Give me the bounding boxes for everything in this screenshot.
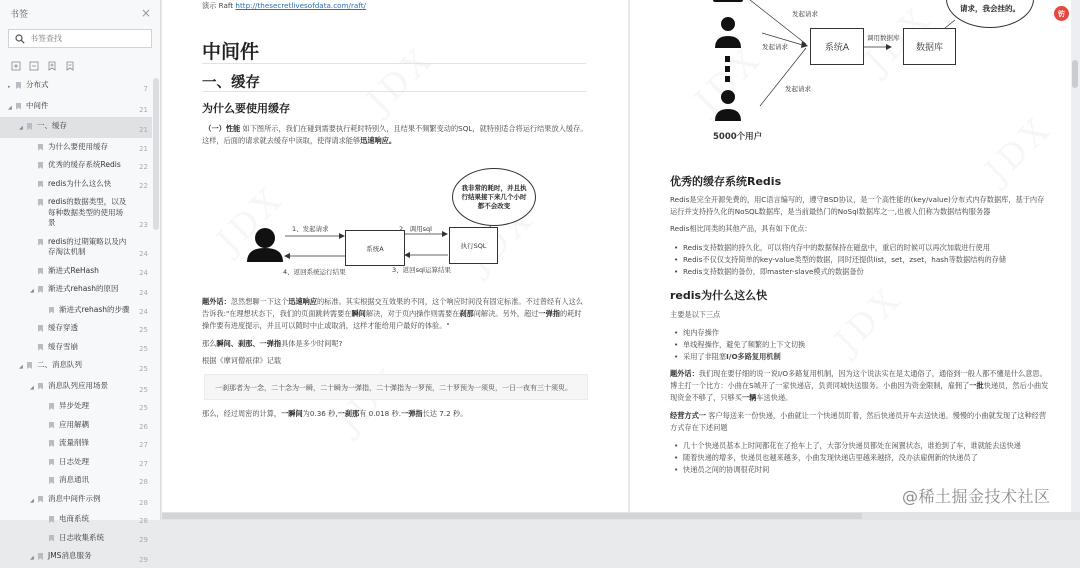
calc-paragraph	[202, 408, 467, 420]
bookmark-icon	[49, 422, 54, 429]
watermark	[359, 39, 442, 122]
bookmark-page-number: 25	[139, 404, 148, 412]
heading-redis-fast: redis为什么这么快	[670, 289, 768, 302]
search-icon	[15, 34, 25, 44]
bookmark-icon	[38, 144, 43, 151]
expand-toggle-icon[interactable]: ◢	[19, 125, 23, 131]
document-viewport	[162, 0, 1080, 520]
bookmark-page-number: 24	[139, 268, 148, 277]
text-bold: 一刹那	[337, 409, 360, 418]
bookmark-page-number: 27	[139, 459, 148, 468]
bookmark-scrollbar[interactable]	[153, 78, 159, 230]
mode-problems-list	[670, 440, 1060, 476]
bookmark-icon	[38, 162, 43, 169]
heading-middleware: 中间件	[202, 41, 260, 63]
bookmark-page-number: 29	[139, 535, 148, 544]
step-1-label: 1、发起请求	[292, 225, 329, 233]
bookmark-item[interactable]	[0, 434, 152, 453]
perf-text: 如下图所示，我们在碰到需要执行耗时特别久，且结果不频繁变动的SQL，就特别适合将运行结果放入缓存。这样，后面的请求就去缓存中读取，使得请求能够	[202, 124, 588, 145]
bookmark-item[interactable]	[0, 510, 152, 529]
io-aside-paragraph	[670, 368, 1050, 404]
box-system-a: 系统A	[345, 230, 405, 266]
bookmark-icon	[49, 307, 54, 314]
speech-bubble: 请求，我会挂的。	[946, 0, 1034, 28]
text: 间解决。另外，超过	[473, 309, 539, 318]
bookmark-panel	[0, 0, 161, 564]
translate-badge-icon[interactable]: 钫	[1054, 6, 1069, 21]
bookmark-page-number: 21	[139, 126, 148, 134]
bookmark-label: 渐进式rehash的原因	[48, 284, 119, 293]
list-item: • 快递员之间的协调很花时间	[670, 464, 1060, 476]
bookmark-item[interactable]	[0, 117, 152, 138]
heading-why-cache: 为什么要使用缓存	[202, 102, 290, 115]
text: 解决，对于页内操作则需要在	[365, 309, 460, 318]
aside-paragraph	[202, 296, 588, 332]
bookmark-page-number: 28	[139, 517, 148, 525]
bookmark-icon	[27, 362, 32, 369]
text-bold: 迅速响应	[288, 297, 318, 306]
horizontal-scrollbar[interactable]	[162, 512, 1080, 520]
speech-bubble: 我非常的耗时，并且执行结果接下来几个小时都不会改变	[452, 168, 536, 226]
bookmark-label: 应用解耦	[59, 419, 89, 429]
bookmark-icon	[38, 325, 43, 332]
text: 忽然想聊一下这个	[230, 297, 289, 306]
request-label: 发起请求	[762, 43, 788, 51]
text: 那么，经过周密的计算，	[202, 409, 282, 418]
users-label: 5000个用户	[713, 132, 763, 142]
bookmark-icon	[38, 344, 43, 351]
text-bold: 一批	[969, 381, 984, 390]
text: 长达 7.2 秒。	[422, 409, 468, 418]
bookmark-label: 缓存雪崩	[48, 341, 78, 351]
fast-intro: 主要是以下三点	[670, 310, 721, 319]
bookmark-item[interactable]	[0, 471, 152, 490]
bookmark-label: 一、缓存	[37, 121, 67, 130]
bookmark-item[interactable]	[0, 529, 152, 548]
list-item: • 纯内存操作	[670, 327, 1050, 339]
bookmark-item[interactable]	[0, 453, 152, 472]
text: 快递员，然后小曲发现资金不够了，只够买	[670, 381, 1049, 402]
bookmark-item[interactable]	[0, 301, 152, 320]
bookmark-page-number: 24	[139, 307, 148, 316]
bookmark-page-number: 26	[139, 422, 148, 431]
box-execute-sql: 执行SQL	[449, 227, 498, 264]
bookmark-label: 日志收集系统	[59, 532, 104, 542]
bookmark-label: 渐进式rehash的步骤	[59, 304, 130, 314]
divider	[202, 91, 586, 92]
mode-label: 经营方式一	[670, 411, 706, 420]
bookmark-page-number: 25	[139, 385, 148, 394]
bookmark-label: 流量削锋	[59, 438, 89, 447]
bookmark-page-number: 21	[139, 105, 148, 114]
expand-toggle-icon[interactable]: ◢	[8, 104, 12, 111]
bookmark-icon	[38, 286, 43, 293]
text: 的耗时操作要有进度提示，并且可以随时中止或取消，这样才能给用户最好的体验。"	[202, 309, 582, 330]
bookmark-item[interactable]	[0, 319, 152, 338]
bookmark-label: 为什么要使用缓存	[48, 141, 108, 151]
raft-link[interactable]: http://thesecretlivesofdata.com/raft/	[235, 1, 366, 10]
bookmark-item[interactable]	[0, 338, 152, 357]
bookmark-item[interactable]	[0, 416, 152, 435]
text: 客户每送来一份快递，小曲就让一个快递员盯着，然后快递员开车去送快递。慢慢的小曲就发现了这种经营方式存在下述问题	[670, 411, 1047, 432]
community-watermark: @稀土掘金技术社区	[902, 487, 1051, 506]
bookmark-label: 二、消息队列	[37, 360, 82, 369]
bookmark-item[interactable]	[0, 262, 152, 281]
expand-all-icon[interactable]	[11, 56, 21, 66]
bookmark-icon	[38, 496, 43, 503]
bookmark-panel-header	[0, 0, 160, 26]
close-icon[interactable]: ×	[140, 6, 151, 20]
expand-toggle-icon[interactable]: ◢	[19, 364, 23, 370]
raft-label: 演示 Raft	[202, 1, 236, 10]
redis-intro: Redis是完全开源免费的，用C语言编写的，遵守BSD协议，是一个高性能的(key/value)分布式内存数据库，基于内存运行并支持持久化的NoSQL数据库，是当前最热门的NoSql数据库之一,也被人们称为数据结构服务器	[670, 195, 1045, 216]
bookmark-page-number: 7	[143, 85, 148, 93]
box-database: 数据库	[903, 28, 956, 65]
aside-label: 题外话：	[202, 297, 231, 306]
bookmark-item[interactable]	[0, 547, 152, 568]
list-item: • Redis支持数据的持久化，可以将内存中的数据保持在磁盘中，重启的时候可以再次加载进行使用	[670, 242, 1050, 254]
text-bold: 一弹指	[538, 309, 560, 318]
request-label: 发起请求	[792, 10, 818, 18]
text: 我们现在要仔细的说一说I/O多路复用机制，因为这个说法实在是太通俗了，通俗到一般人都不懂是什么意思。博主打一个比方：小曲在S城开了一家快递店，负责同城快送服务。小曲因为资金限制，雇佣了	[670, 369, 1047, 390]
redis-advantages-list	[670, 242, 1050, 278]
add-bookmark-icon[interactable]	[47, 56, 57, 66]
question-paragraph	[202, 338, 342, 350]
bookmark-icon	[49, 403, 54, 410]
pdf-page-left	[162, 0, 628, 512]
mode-one-paragraph	[670, 410, 1050, 434]
bookmark-page-number: 25	[139, 365, 148, 373]
raft-line	[202, 0, 366, 12]
text: 为0.36 秒,	[302, 409, 338, 418]
bookmark-item[interactable]	[0, 76, 152, 97]
bookmark-item[interactable]	[0, 97, 152, 118]
list-item	[670, 351, 1050, 363]
call-db-label: 调用数据库	[867, 34, 900, 42]
bookmark-label: 消息通讯	[59, 475, 89, 484]
text-bold: I/O多路复用机制	[726, 352, 781, 361]
expand-toggle-icon[interactable]: ◢	[30, 497, 34, 504]
bookmark-icon	[38, 239, 43, 246]
vertical-scrollbar[interactable]	[1071, 0, 1080, 512]
bookmark-panel-title: 书签	[10, 9, 29, 20]
bookmark-label: 渐进式ReHash	[48, 265, 99, 275]
bookmark-label: 电商系统	[59, 514, 89, 523]
bookmark-icon	[49, 459, 54, 466]
bookmark-item[interactable]	[0, 233, 152, 262]
horizontal-scrollbar-thumb[interactable]	[162, 513, 862, 519]
bookmark-icon	[38, 268, 43, 275]
step-4-label: 4、返回系统运行结果	[283, 268, 346, 276]
bookmark-item[interactable]	[0, 490, 152, 511]
bookmark-icon	[38, 553, 43, 560]
fast-reasons-list	[670, 327, 1050, 363]
divider	[202, 63, 586, 64]
list-item: • Redis不仅仅支持简单的key-value类型的数据，同时还提供list，set，zset，hash等数据结构的存储	[670, 254, 1050, 266]
redis-advantages-intro: Redis相比同类的其他产品，具有如下优点：	[670, 224, 812, 233]
bookmark-label: 消息中间件示例	[48, 493, 101, 503]
bookmark-toolbar	[0, 48, 160, 74]
bookmark-search-input[interactable]	[30, 34, 140, 43]
bookmark-label: 中间件	[26, 100, 49, 110]
bookmark-page-number: 25	[139, 344, 148, 353]
request-label: 发起请求	[785, 85, 811, 93]
aside-label: 题外话：	[670, 369, 699, 378]
expand-toggle-icon[interactable]: ◢	[30, 555, 34, 561]
remove-bookmark-icon[interactable]	[65, 56, 75, 66]
bookmark-search-box[interactable]	[8, 29, 152, 48]
bookmark-tree	[0, 76, 152, 564]
text-bold: 瞬间	[351, 309, 366, 318]
bookmark-icon	[16, 82, 21, 89]
list-item: • Redis支持数据的备份，即master-slave模式的数据备份	[670, 266, 1050, 278]
bookmark-page-number: 24	[139, 250, 148, 258]
bookmark-page-number: 28	[139, 478, 148, 486]
bookmark-item[interactable]	[0, 193, 152, 233]
text: 那么	[202, 339, 217, 348]
bookmark-label: 异步处理	[59, 401, 89, 410]
box-system-a: 系统A	[810, 28, 864, 65]
collapse-all-icon[interactable]	[29, 56, 39, 66]
blockquote: 一刹那者为一念，二十念为一瞬，二十瞬为一弹指，二十弹指为一罗预，二十罗预为一须臾，一日一夜有三十须臾。	[204, 374, 588, 400]
bookmark-label: 缓存穿透	[48, 323, 78, 332]
perf-label: （一）性能	[204, 124, 241, 133]
list-item: • 随着快递的增多，快递员也越来越多，小曲发现快递店里越来越挤，没办法雇佣新的快递员了	[670, 452, 1060, 464]
text: 车送快递。	[756, 393, 793, 402]
bookmark-page-number: 21	[139, 144, 148, 153]
bookmark-label: redis的数据类型，以及每种数据类型的使用场景	[48, 197, 127, 227]
bookmark-icon	[38, 383, 43, 390]
list-item: • 几十个快递员基本上时间都花在了抢车上了，大部分快递员都处在闲置状态，谁抢到了车，谁就能去送快递	[670, 440, 1060, 452]
list-item: • 单线程操作，避免了频繁的上下文切换	[670, 339, 1050, 351]
step-3-label: 3、返回sql运算结果	[392, 266, 451, 274]
bookmark-label: 消息队列应用场景	[48, 380, 108, 390]
bookmark-item[interactable]	[0, 356, 152, 377]
text: 具体是多少时间呢?	[281, 339, 343, 348]
text-bold: 瞬间、刹那、一弹指	[216, 339, 282, 348]
bookmark-icon	[49, 440, 54, 447]
bookmark-label: redis的过期策略以及内存淘汰机制	[48, 236, 127, 256]
heading-redis: 优秀的缓存系统Redis	[670, 175, 782, 188]
perf-bold: 迅速响应。	[360, 136, 397, 145]
bookmark-icon	[38, 199, 43, 206]
bookmark-label: 日志处理	[59, 456, 89, 466]
text-bold: 一弹指	[401, 409, 423, 418]
heading-cache: 一、缓存	[202, 75, 260, 91]
bookmark-item[interactable]	[0, 175, 152, 194]
pdf-page-right	[630, 0, 1071, 512]
bookmark-item[interactable]	[0, 138, 152, 157]
bookmark-label: redis为什么这么快	[48, 178, 112, 188]
bookmark-page-number: 22	[139, 181, 148, 190]
performance-paragraph	[202, 123, 588, 147]
bookmark-page-number: 25	[139, 326, 148, 334]
expand-toggle-icon[interactable]: ◢	[30, 384, 34, 391]
bookmark-item[interactable]	[0, 156, 152, 175]
bookmark-icon	[49, 516, 54, 523]
bookmark-icon	[38, 181, 43, 188]
bookmark-item[interactable]	[0, 377, 152, 398]
bookmark-label: 优秀的缓存系统Redis	[48, 160, 121, 169]
bookmark-page-number: 23	[139, 221, 148, 229]
diagram2-lines	[710, 0, 970, 140]
expand-toggle-icon[interactable]: ▸	[8, 84, 11, 90]
text: 有 0.018 秒.	[359, 409, 401, 418]
bookmark-item[interactable]	[0, 397, 152, 416]
bookmark-icon	[49, 477, 54, 484]
bookmark-label: JMS消息服务	[48, 551, 92, 560]
step-2-label: 2、调用sql	[399, 225, 432, 233]
text: 的标准。其实根据交互效果的不同，这个响应时间没有固定标准。不过曾经有人这么告诉我:"在理想状态下，我们的页面跳转需要在	[202, 297, 583, 318]
expand-toggle-icon[interactable]: ◢	[30, 288, 34, 294]
watermark	[977, 109, 1060, 192]
text-bold: 一瞬间	[281, 409, 303, 418]
vertical-scrollbar-thumb[interactable]	[1072, 60, 1078, 88]
text: 采用了非阻塞	[683, 352, 727, 361]
text-bold: 刹那	[459, 309, 474, 318]
text-bold: 一辆	[741, 393, 757, 402]
bookmark-label: 分布式	[26, 80, 49, 89]
bookmark-icon	[49, 535, 54, 542]
bookmark-page-number: 22	[139, 163, 148, 171]
bookmark-page-number: 29	[139, 556, 148, 564]
bookmark-icon	[27, 123, 32, 130]
bookmark-page-number: 24	[139, 289, 148, 297]
bookmark-item[interactable]	[0, 280, 152, 301]
bookmark-icon	[16, 103, 21, 110]
bookmark-page-number: 27	[139, 441, 148, 449]
bookmark-page-number: 28	[139, 498, 148, 507]
source-paragraph: 根据《摩诃僧祇律》记载	[202, 356, 282, 365]
